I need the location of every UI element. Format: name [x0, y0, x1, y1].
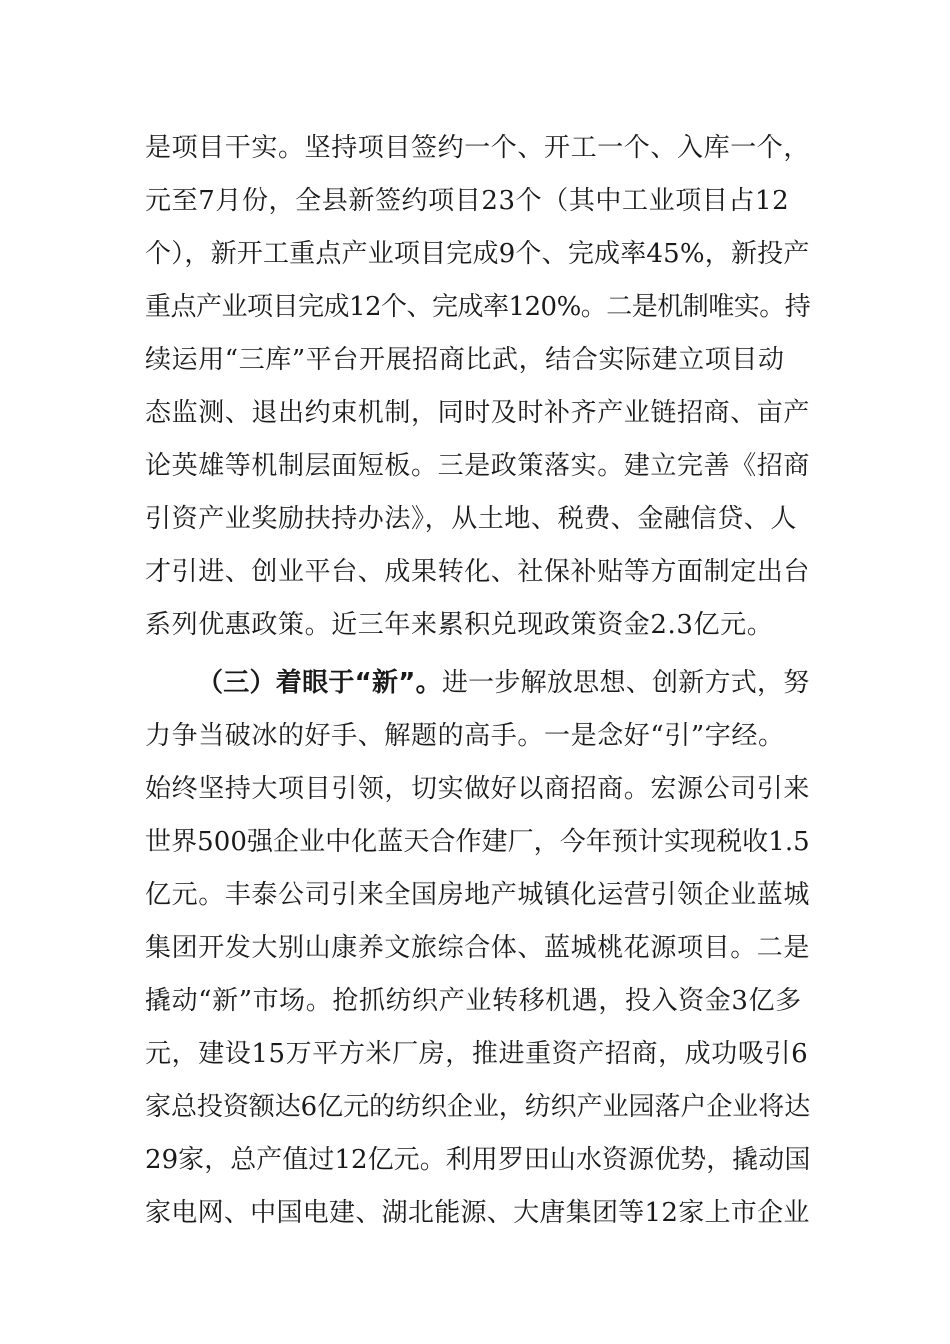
- paragraph-1-line-4: 重点产业项目完成12个、完成率120%。二是机制唯实。持: [145, 292, 811, 322]
- paragraph-1-line-10: 系列优惠政策。近三年来累积兑现政策资金2.3亿元。: [145, 610, 774, 640]
- paragraph-2-line-4: 世界500强企业中化蓝天合作建厂，今年预计实现税收1.5: [145, 827, 810, 857]
- paragraph-2-line-3: 始终坚持大项目引领，切实做好以商招商。宏源公司引来: [145, 774, 811, 804]
- paragraph-2-line-9: 家总投资额达6亿元的纺织企业，纺织产业园落户企业将达: [145, 1092, 811, 1122]
- paragraph-1-line-8: 引资产业奖励扶持办法》，从土地、税费、金融信贷、人: [145, 504, 798, 534]
- paragraph-1-line-3: 个），新开工重点产业项目完成9个、完成率45%，新投产: [145, 239, 810, 269]
- paragraph-2-line-6: 集团开发大别山康养文旅综合体、蓝城桃花源项目。二是: [145, 933, 811, 963]
- paragraph-1-line-9: 才引进、创业平台、成果转化、社保补贴等方面制定出台: [145, 557, 811, 587]
- paragraph-2-line-1: [197, 668, 810, 698]
- paragraph-2-line-5: 亿元。丰泰公司引来全国房地产城镇化运营引领企业蓝城: [145, 880, 811, 910]
- paragraph-1-line-2: 元至7月份，全县新签约项目23个（其中工业项目占12: [145, 186, 790, 216]
- paragraph-1-line-1: 是项目干实。坚持项目签约一个、开工一个、入库一个，: [145, 133, 811, 163]
- paragraph-2-line-7: 撬动“新”市场。抢抓纺织产业转移机遇，投入资金3亿多: [145, 986, 802, 1016]
- paragraph-2-line-1-text: 进一步解放思想、创新方式，努: [441, 668, 810, 698]
- paragraph-2-line-2: 力争当破冰的好手、解题的高手。一是念好“引”字经。: [145, 721, 785, 751]
- paragraph-2-line-11: 家电网、中国电建、湖北能源、大唐集团等12家上市企业: [145, 1198, 810, 1228]
- paragraph-2-line-8: 元，建设15万平方米厂房，推进重资产招商，成功吸引6: [145, 1039, 809, 1069]
- section-heading: （三）着眼于“新”。: [197, 668, 442, 698]
- paragraph-2-line-10: 29家，总产值过12亿元。利用罗田山水资源优势，撬动国: [145, 1145, 811, 1175]
- paragraph-1-line-5: 续运用“三库”平台开展招商比武，结合实际建立项目动: [145, 345, 785, 375]
- paragraph-1-line-7: 论英雄等机制层面短板。三是政策落实。建立完善《招商: [145, 451, 811, 481]
- paragraph-1-line-6: 态监测、退出约束机制，同时及时补齐产业链招商、亩产: [145, 398, 811, 428]
